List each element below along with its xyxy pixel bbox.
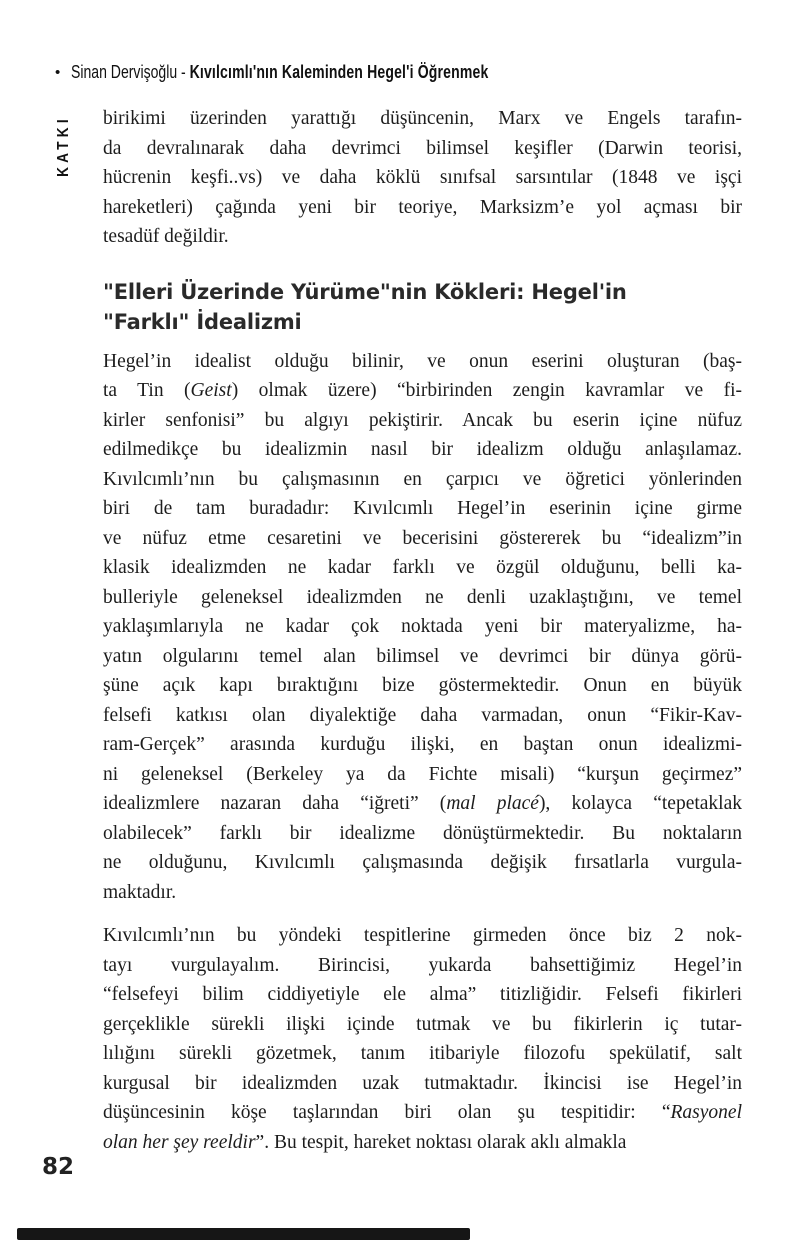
text-line: ni geleneksel (Berkeley ya da Fichte misali) “kurşun geçirmez” [103, 763, 742, 785]
text-column [103, 96, 742, 1157]
text-line: hücrenin keşfi..vs) ve daha köklü sınıfsal sarsıntılar (1848 ve işçi [103, 167, 742, 188]
text-line: ta Tin (Geist) olmak üzere) “birbirinden zengin kavramlar ve fi- [103, 380, 742, 401]
page-header [55, 61, 606, 83]
page-number: 82 [42, 1154, 75, 1180]
paragraph [103, 921, 742, 1157]
paragraph [103, 347, 742, 908]
text-line: "Farklı" İdealizmi [103, 309, 302, 334]
text-line: da devralınarak daha devrimci bilimsel keşifler (Darwin teorisi, [103, 137, 742, 159]
text-line: "Elleri Üzerinde Yürüme"nin Kökleri: Hegel'in [103, 279, 627, 304]
text-line: lılığını sürekli gözetmek, tanım itibariyle filozofu spekülatif, salt [103, 1043, 742, 1064]
text-line: Hegel’in idealist olduğu bilinir, ve onun eserini oluşturan (baş- [103, 350, 742, 372]
header-text [71, 62, 488, 83]
text-line: tesadüf değildir. [103, 226, 229, 247]
text-line: bulleriyle geleneksel idealizmden ne denli uzaklaştığını, ve temel [103, 586, 742, 608]
text-line: klasik idealizmden ne kadar farklı ve özgül olduğunu, belli ka- [103, 557, 742, 578]
paragraph [103, 104, 742, 252]
text-line: gerçeklikle sürekli ilişki içinde tutmak ve bu fikirlerin iç tutar- [103, 1013, 742, 1035]
header-author: Sinan Dervişoğlu [71, 61, 178, 82]
header-separator: - [181, 61, 186, 82]
text-line: yatın olgularını temel alan bilimsel ve devrimci bir dünya görü- [103, 645, 742, 667]
bullet-icon: • [55, 63, 61, 81]
text-line: kurgusal bir idealizmden uzak tutmaktadır. İkincisi ise Hegel’in [103, 1072, 742, 1094]
text-line: felsefi katkısı olan diyalektiğe daha varmadan, onun “Fikir-Kav- [103, 704, 742, 726]
text-line: kirler senfonisi” bu algıyı pekiştirir. Ancak bu eserin içine nüfuz [103, 409, 742, 431]
spine-label: KATKI [55, 115, 72, 177]
header-title: Kıvılcımlı'nın Kaleminden Hegel'i Öğrenmek [189, 61, 489, 82]
text-line: olan her şey reeldir”. Bu tespit, hareket noktası olarak aklı almakla [103, 1131, 627, 1153]
text-line: olabilecek” farklı bir idealizme dönüştürmektedir. Bu noktaların [103, 822, 742, 844]
text-line: düşüncesinin köşe taşlarından biri olan şu tespitidir: “Rasyonel [103, 1102, 742, 1123]
text-line: Kıvılcımlı’nın bu yöndeki tespitlerine girmeden önce biz 2 nok- [103, 925, 742, 946]
text-line: maktadır. [103, 881, 177, 903]
text-line: biri de tam buradadır: Kıvılcımlı Hegel’in eserinin içine girme [103, 498, 742, 519]
text-line: birikimi üzerinden yarattığı düşüncenin, Marx ve Engels tarafın- [103, 108, 742, 129]
text-line: ram-Gerçek” arasında kurduğu ilişki, en baştan onun idealizmi- [103, 734, 742, 755]
section-heading [103, 277, 742, 337]
text-line: ne olduğunu, Kıvılcımlı çalışmasında değişik fırsatlarla vurgula- [103, 852, 742, 873]
text-line: edilmedikçe bu idealizmin nasıl bir idealizm olduğu anlaşılamaz. [103, 439, 742, 460]
text-line: “felsefeyi bilim ciddiyetiyle ele alma” titizliğidir. Felsefi fikirleri [103, 984, 742, 1005]
text-line: yaklaşımlarıyla ne kadar çok noktada yeni bir materyalizme, ha- [103, 616, 742, 637]
page-edge-bar [17, 1228, 470, 1240]
text-line: hareketleri) çağında yeni bir teoriye, Marksizm’e yol açması bir [103, 196, 742, 218]
text-line: ve nüfuz etme cesaretini ve becerisini göstererek bu “idealizm”in [103, 527, 742, 549]
text-line: şüne açık kapı bıraktığını bize göstermektedir. Onun en büyük [103, 675, 742, 696]
text-line: tayı vurgulayalım. Birincisi, yukarda bahsettiğimiz Hegel’in [103, 954, 742, 976]
text-line: idealizmlere nazaran daha “iğreti” (mal placé), kolayca “tepetaklak [103, 793, 742, 814]
text-line: Kıvılcımlı’nın bu çalışmasının en çarpıcı ve öğretici yönlerinden [103, 468, 742, 490]
